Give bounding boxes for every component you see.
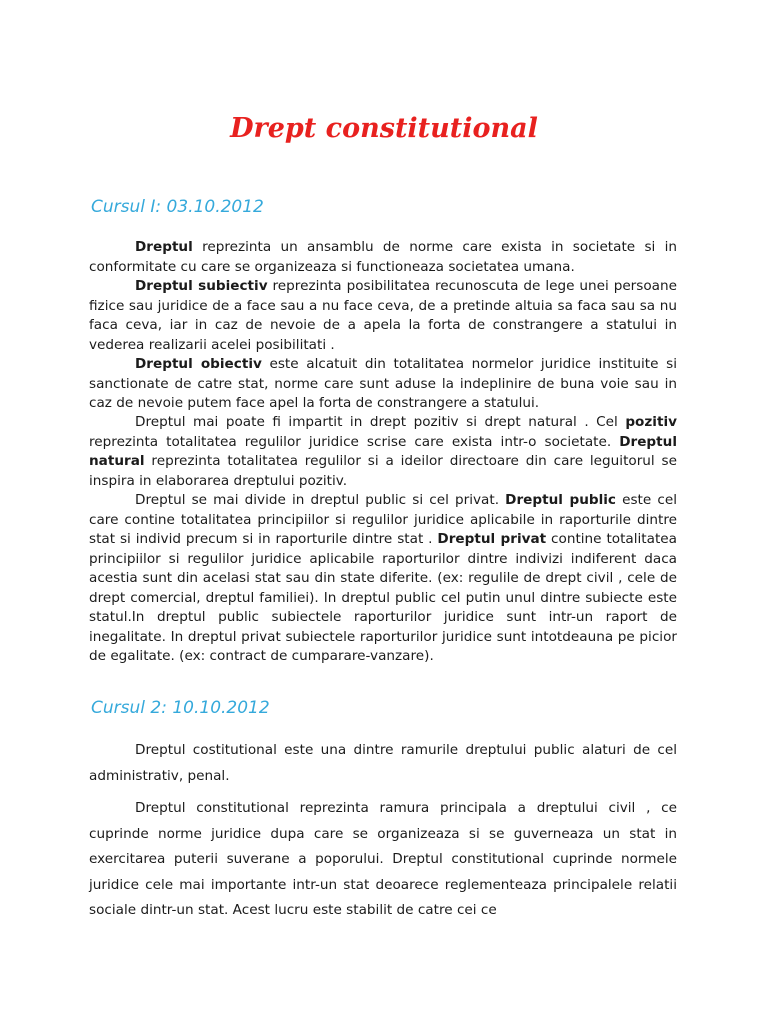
bold-term: Dreptul subiectiv [135,278,268,294]
paragraph-drept-pozitiv-natural [89,413,677,491]
paragraph-dreptul [89,238,677,277]
bold-term: Dreptul natural [89,433,677,469]
paragraph-text: este alcatuit din totalitatea normelor juridice instituite si sanctionate de catre stat, norme care sunt aduse la indeplinire de buna voie sau in caz de nevoie putem face apel la forta de constrangere a statului. [89,356,677,411]
bold-term: Dreptul obiectiv [135,356,262,372]
paragraph-text: Dreptul mai poate fi impartit in drept pozitiv si drept natural . Cel [135,414,626,430]
paragraph-text: reprezinta posibilitatea recunoscuta de lege unei persoane fizice sau juridice de a face sau a nu face ceva, de a pretinde altuia sa faca sau sa nu faca ceva, iar in caz de nevoie de a apela la forta de constrangere a statului in vederea realizarii acelei posibilitati . [89,278,677,353]
bold-term: pozitiv [625,414,677,430]
paragraph-drept-costitutional: Dreptul costitutional este una dintre ramurile dreptului public alaturi de cel administrativ, penal. [89,742,677,784]
section-heading-cursul-1: Cursul I: 03.10.2012 [91,197,264,217]
paragraph-dreptul-obiectiv [89,355,677,414]
paragraph-drept-public-privat [89,491,677,667]
paragraph-text: Dreptul se mai divide in dreptul public si cel privat. [135,492,506,508]
paragraph-dreptul-subiectiv [89,277,677,355]
section-heading-cursul-2: Cursul 2: 10.10.2012 [91,698,270,718]
paragraph-text: reprezinta totalitatea regulilor si a ideilor directoare din care leguitorul se inspira in elaborarea dreptului pozitiv. [89,453,677,489]
paragraph-text: contine totalitatea principiilor si regulilor juridice aplicabile raporturilor dintre indivizi indiferent daca acestia sunt din acelasi stat sau din state diferite. (ex: regulile de drept civil , cele de drept comercial, dreptul familiei). In dreptul public cel putin unul dintre subiecte este statul.In dreptul public subiectele raporturilor juridice sunt intr-un raport de inegalitate. In dreptul privat subiectele raporturilor juridice sunt intotdeauna pe picior de egalitate. (ex: contract de cumparare-vanzare). [89,531,677,664]
paragraph-text: este cel care contine totalitatea principiilor si regulilor juridice aplicabile in raporturile dintre stat si individ precum si in raporturile dintre stat . [89,492,677,547]
bold-term: Dreptul privat [437,531,547,547]
paragraph-text: reprezinta un ansamblu de norme care exista in societate si in conformitate cu care se organizeaza si functioneaza societatea umana. [89,239,677,275]
document-title: Drept constitutional [230,113,538,144]
paragraph-drept-constitutional-definitie: Dreptul constitutional reprezinta ramura principala a dreptului civil , ce cuprinde norme juridice dupa care se organizeaza si se guverneaza un stat in exercitarea puterii suverane a poporului. Dreptul constitutional cuprinde normele juridice cele mai importante intr-un stat deoarece reglementeaza principalele relatii sociale dintr-un stat. Acest lucru este stabilit de catre cei ce [89,800,677,918]
paragraph-text: reprezinta totalitatea regulilor juridice scrise care exista intr-o societate. [89,433,620,450]
bold-term: Dreptul public [505,492,616,508]
bold-term: Dreptul [135,239,193,255]
